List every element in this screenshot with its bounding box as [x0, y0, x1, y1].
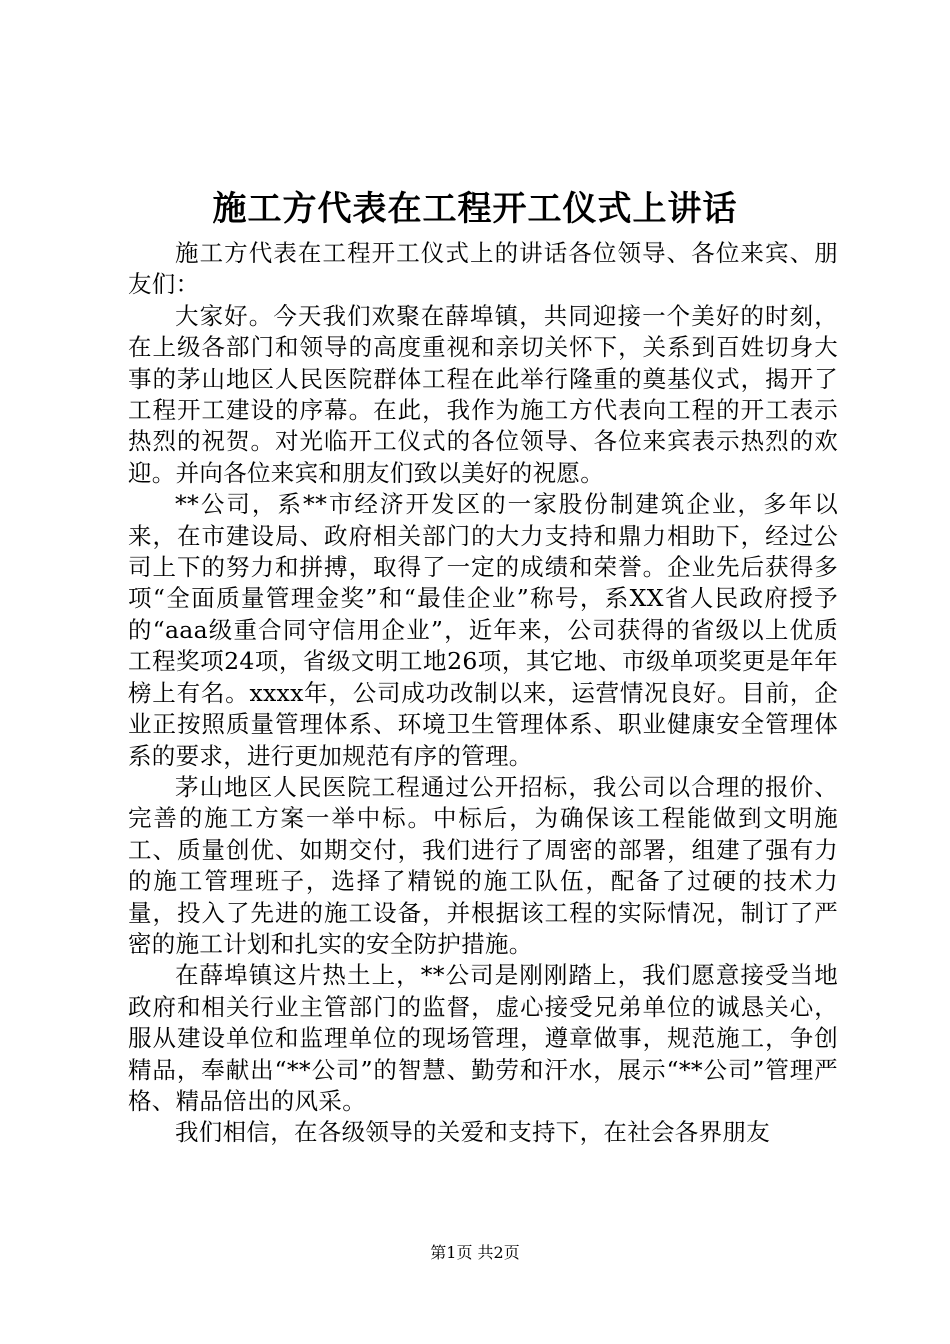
paragraph-closing: 我们相信，在各级领导的关爱和支持下，在社会各界朋友 — [175, 1118, 770, 1147]
paragraph-commitment: 在薛埠镇这片热土上，**公司是刚刚踏上，我们愿意接受当地政府和相关行业主管部门的监督，虚心接受兄弟单位的诚恳关心，服从建设单位和监理单位的现场管理，遵章做事，规范施工，争创精品，奉献出“**公司”的智慧、勤劳和汗水，展示“**公司”管理严格、精品倍出的风采。 — [128, 961, 838, 1115]
document-body — [128, 238, 838, 1149]
paragraph-company-intro: **公司，系**市经济开发区的一家股份制建筑企业，多年以来，在市建设局、政府相关部门的大力支持和鼎力相助下，经过公司上下的努力和拼搏，取得了一定的成绩和荣誉。企业先后获得多项“全面质量管理金奖”和“最佳企业”称号，系XX省人民政府授予的“aaa级重合同守信用企业”，近年来，公司获得的省级以上优质工程奖项24项，省级文明工地26项，其它地、市级单项奖更是年年榜上有名。xxxx年，公司成功改制以来，运营情况良好。目前，企业正按照质量管理体系、环境卫生管理体系、职业健康安全管理体系的要求，进行更加规范有序的管理。 — [128, 490, 838, 770]
page-number-footer: 第1页 共2页 — [430, 1243, 520, 1262]
document-title: 施工方代表在工程开工仪式上讲话 — [212, 189, 738, 229]
paragraph-greeting: 施工方代表在工程开工仪式上的讲话各位领导、各位来宾、朋友们： — [128, 239, 838, 299]
paragraph-opening: 大家好。今天我们欢聚在薛埠镇，共同迎接一个美好的时刻，在上级各部门和领导的高度重视和亲切关怀下，关系到百姓切身大事的茅山地区人民医院群体工程在此举行隆重的奠基仪式，揭开了工程开工建设的序幕。在此，我作为施工方代表向工程的开工表示热烈的祝贺。对光临开工仪式的各位领导、各位来宾表示热烈的欢迎。并向各位来宾和朋友们致以美好的祝愿。 — [128, 301, 838, 487]
paragraph-bid: 茅山地区人民医院工程通过公开招标，我公司以合理的报价、完善的施工方案一举中标。中标后，为确保该工程能做到文明施工、质量创优、如期交付，我们进行了周密的部署，组建了强有力的施工管理班子，选择了精锐的施工队伍，配备了过硬的技术力量，投入了先进的施工设备，并根据该工程的实际情况，制订了严密的施工计划和扎实的安全防护措施。 — [128, 772, 838, 958]
